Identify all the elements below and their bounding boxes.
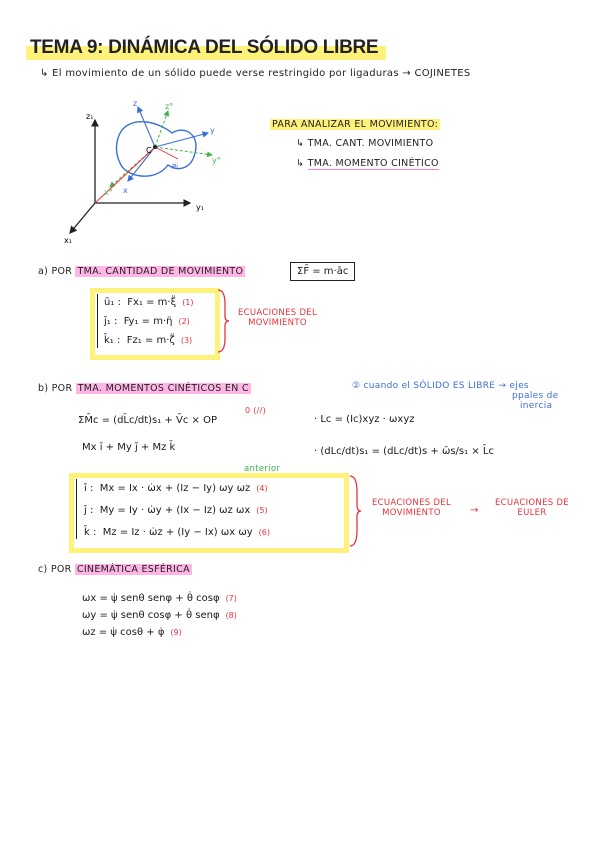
eq-row-1: [104, 297, 194, 308]
moment-equation: ΣM̄c = (dL̄c/dt)s₁ + V̄c × OP: [78, 415, 217, 426]
label-x: x: [123, 186, 128, 195]
equation-tag: (5): [256, 506, 268, 515]
axis-z-line: [138, 107, 155, 147]
page-title: TEMA 9: DINÁMICA DEL SÓLIDO LIBRE: [30, 37, 379, 58]
section-b-label: b) POR: [38, 383, 73, 394]
equation-tag: (4): [256, 484, 268, 493]
vec-label: k̄₁ :: [104, 335, 121, 346]
anterior-note: anterior: [244, 464, 281, 474]
eq-row-2: [104, 316, 190, 327]
equation-tag: (9): [170, 628, 182, 637]
vec-label: k̄ :: [84, 527, 97, 538]
label-x0: x°: [104, 188, 113, 197]
vec-label: j̄ :: [84, 505, 94, 516]
kinematic-row-2: [82, 610, 237, 621]
euler-line-2: EULER: [517, 508, 547, 518]
kinematic-row-3: [82, 627, 182, 638]
section-b-brace: [348, 474, 362, 548]
label-x1: x₁: [64, 236, 72, 245]
solid-body-outline: [116, 122, 196, 176]
equation-tag: (7): [225, 594, 237, 603]
equation-tag: (3): [180, 336, 193, 345]
newton-formula-box: ΣF̄ = m·āc: [290, 262, 355, 281]
kinematic-row-1: [82, 593, 237, 604]
zero-mark: 0 (//): [245, 406, 267, 415]
section-c-label: c) POR: [38, 564, 72, 575]
section-a-method: TMA. CANTIDAD DE MOVIMIENTO: [77, 266, 244, 277]
equation-text: Fy₁ = m·η̈: [123, 316, 173, 327]
section-b-method: TMA. MOMENTOS CINÉTICOS EN C: [77, 383, 249, 394]
label-y: y: [210, 126, 215, 135]
arrow-icon: ↳: [296, 138, 308, 149]
equation-text: Fz₁ = m·ζ̈: [126, 335, 175, 346]
angular-momentum-eq: · Lc = (Ic)xyz · ωxyz: [314, 414, 415, 425]
note-line-1: ECUACIONES DEL: [238, 308, 318, 318]
note-line-2: MOVIMIENTO: [248, 318, 307, 328]
analysis-item-1-text: TMA. CANT. MOVIMIENTO: [307, 138, 434, 149]
label-c: C: [146, 146, 152, 155]
equation-text: Mz = Iz · ω̇z + (Iy − Ix) ωx ωy: [102, 527, 253, 538]
equation-text: My = Iy · ω̇y + (Ix − Iz) ωz ωx: [99, 505, 251, 516]
eq-row-3: [104, 335, 192, 346]
label-pi: Pi: [172, 163, 179, 171]
label-y1: y₁: [196, 203, 204, 212]
free-note-line-2: ppales de: [512, 391, 559, 401]
label-z1: z₁: [86, 112, 94, 121]
note-line-1: ECUACIONES DEL: [372, 498, 452, 508]
label-z0: z°: [165, 102, 174, 111]
note-line-2: MOVIMIENTO: [382, 508, 441, 518]
derivative-eq: · (dLc/dt)s₁ = (dLc/dt)s + ω̄s/s₁ × L̄c: [314, 446, 494, 457]
equation-tag: (2): [178, 317, 190, 326]
label-y0: y°: [212, 156, 221, 165]
intro-text: El movimiento de un sólido puede verse restringido por ligaduras → COJINETES: [52, 68, 471, 79]
arrow-icon: ↳: [296, 158, 308, 169]
analysis-item-2-text: TMA. MOMENTO CINÉTICO: [307, 158, 439, 169]
section-a-brace: [216, 288, 230, 354]
free-note-line-1: ② cuando el SÓLIDO ES LIBRE → ejes: [352, 381, 529, 391]
equation-text: ωx = ψ̇ senθ senφ + θ̇ cosφ: [82, 593, 220, 604]
section-b-heading: [38, 383, 251, 394]
section-a-heading: [38, 266, 245, 277]
section-c-method: CINEMÁTICA ESFÉRICA: [76, 564, 190, 575]
equation-text: ωz = ψ̇ cosθ + φ̇: [82, 627, 165, 638]
analysis-heading: [270, 119, 440, 130]
axis-x1-line: [70, 203, 95, 233]
axis-y-line: [155, 133, 208, 147]
euler-row-1: [84, 483, 268, 494]
arrow-icon: ↳: [40, 68, 53, 79]
euler-line-1: ECUACIONES DE: [495, 498, 569, 508]
section-a-label: a) POR: [38, 266, 73, 277]
label-z: z: [133, 99, 138, 108]
analysis-item-1: [296, 138, 433, 149]
vec-label: ū₁ :: [104, 297, 121, 308]
free-note-line-3: inercia: [520, 401, 553, 411]
equation-text: Mx = Ix · ω̇x + (Iz − Iy) ωy ωz: [99, 483, 251, 494]
equation-text: Fx₁ = m·ξ̈: [127, 297, 177, 308]
euler-note: [495, 498, 569, 518]
analysis-heading-text: PARA ANALIZAR EL MOVIMIENTO:: [272, 119, 439, 130]
section-b-note: [372, 498, 451, 518]
rigid-body-diagram: [60, 95, 250, 250]
section-a-note: [238, 308, 317, 328]
vec-label: j̄₁ :: [104, 316, 118, 327]
intro-line: [40, 68, 471, 79]
vec-label: ī :: [84, 483, 94, 494]
equation-tag: (6): [258, 528, 270, 537]
equation-text: ωy = ψ̇ senθ cosφ + θ̇ senφ: [82, 610, 220, 621]
analysis-item-2: [296, 158, 439, 169]
equation-tag: (1): [182, 298, 194, 307]
euler-row-3: [84, 527, 270, 538]
section-c-heading: [38, 564, 192, 575]
point-c-dot: [153, 145, 157, 149]
euler-row-2: [84, 505, 268, 516]
moment-components: Mx ī + My j̄ + Mz k̄: [82, 442, 176, 453]
equation-tag: (8): [225, 611, 237, 620]
arrow-icon: →: [470, 505, 479, 516]
free-solid-note: [352, 381, 558, 411]
